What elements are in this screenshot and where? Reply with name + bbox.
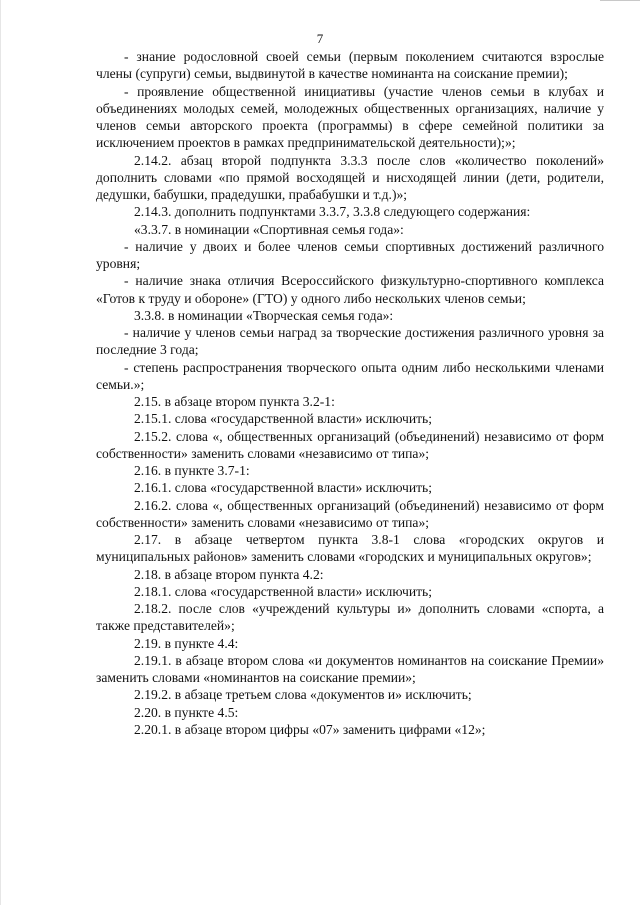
paragraph: - наличие у двоих и более членов семьи спортивных достижений различного уровня; xyxy=(96,238,604,271)
paragraph: «3.3.7. в номинации «Спортивная семья года»: xyxy=(134,221,404,237)
paragraph: - наличие знака отличия Всероссийского физкультурно-спортивного комплекса «Готов к труду и обороне» (ГТО) у одного либо нескольких членов семьи; xyxy=(96,273,604,306)
document-body xyxy=(96,48,604,738)
paragraph: 2.18.2. после слов «учреждений культуры и» дополнить словами «спорта, а также представителей»; xyxy=(96,601,604,634)
paragraph: - наличие у членов семьи наград за творческие достижения различного уровня за последние 3 года; xyxy=(96,325,604,358)
scan-edge-corner xyxy=(600,0,640,5)
paragraph: 2.16.2. слова «, общественных организаций (объединений) независимо от форм собственности» заменить словами «независимо от типа»; xyxy=(96,497,604,530)
paragraph: 2.14.3. дополнить подпунктами 3.3.7, 3.3.8 следующего содержания: xyxy=(134,204,531,220)
page-number: 7 xyxy=(316,31,324,46)
paragraph: 2.20. в пункте 4.5: xyxy=(134,704,239,720)
paragraph: 2.15.2. слова «, общественных организаций (объединений) независимо от форм собственности» заменить словами «независимо от типа»; xyxy=(96,428,604,461)
paragraph: 2.20.1. в абзаце втором цифры «07» заменить цифрами «12»; xyxy=(134,721,486,737)
paragraph: 2.18.1. слова «государственной власти» исключить; xyxy=(134,583,433,599)
paragraph: 2.19.2. в абзаце третьем слова «документов и» исключить; xyxy=(134,687,472,703)
paragraph: 2.19.1. в абзаце втором слова «и документов номинантов на соискание Премии» заменить словами «номинантов на соискание премии»; xyxy=(96,652,604,685)
paragraph: 2.14.2. абзац второй подпункта 3.3.3 после слов «количество поколений» дополнить словами «по прямой восходящей и нисходящей линии (дети, родители, дедушки, бабушки, прадедушки, прабабушки и т.д.)»; xyxy=(96,152,604,202)
paragraph: - знание родословной своей семьи (первым поколением считаются взрослые члены (супруги) семьи, выдвинутой в качестве номинанта на соискание премии); xyxy=(96,49,604,82)
paragraph: 2.16. в пункте 3.7-1: xyxy=(134,463,250,478)
paragraph: 2.15. в абзаце втором пункта 3.2-1: xyxy=(134,394,335,409)
paragraph: 3.3.8. в номинации «Творческая семья года»: xyxy=(134,307,394,323)
paragraph: - проявление общественной инициативы (участие членов семьи в клубах и объединениях молодых семей, молодежных общественных организациях, наличие у членов семьи авторского проекта (программы) в сфере семейной политики за исключением проектов в рамках предпринимательской деятельности);»; xyxy=(96,83,604,151)
paragraph: 2.19. в пункте 4.4: xyxy=(134,635,239,651)
paragraph: - степень распространения творческого опыта одним либо несколькими членами семьи.»; xyxy=(96,359,604,392)
paragraph: 2.15.1. слова «государственной власти» исключить; xyxy=(134,411,433,427)
paragraph: 2.18. в абзаце втором пункта 4.2: xyxy=(134,566,324,582)
scan-edge-left xyxy=(0,0,1,905)
paragraph: 2.17. в абзаце четвертом пункта 3.8-1 слова «городских округов и муниципальных районов» заменить словами «городских и муниципальных округов»; xyxy=(96,532,604,565)
paragraph: 2.16.1. слова «государственной власти» исключить; xyxy=(134,480,433,496)
